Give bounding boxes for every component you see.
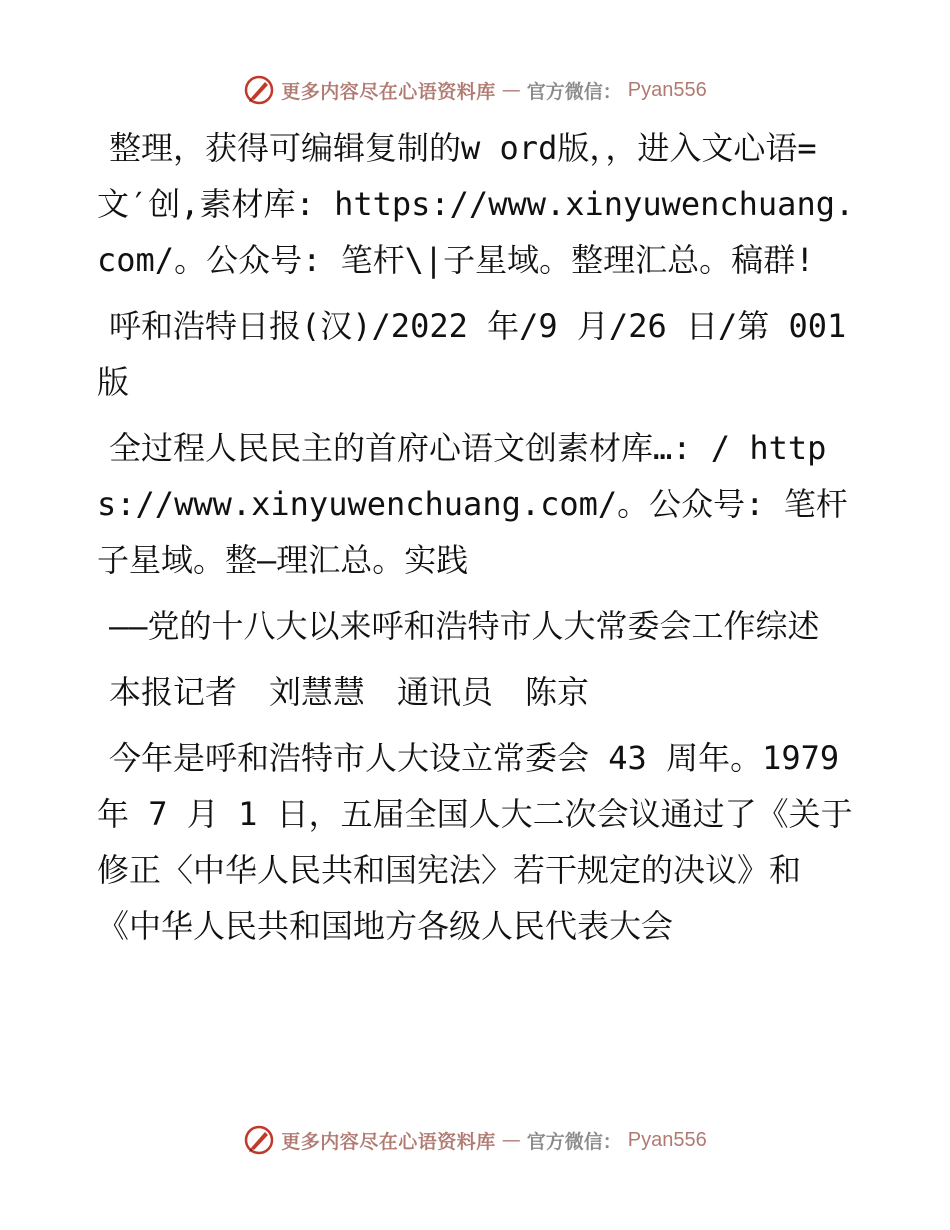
banner-wechat-label: 官方微信： xyxy=(526,1130,622,1153)
paragraph-source-note: 整理，获得可编辑复制的w ord版，，进入文心语=文′创,素材库: https://www.xinyuwenchuang.com/。公众号: 笔杆\|子星域。整理汇总。稿群! xyxy=(97,129,855,279)
quill-pen-logo-icon xyxy=(243,74,275,106)
banner-wechat-id: Pyan556 xyxy=(627,78,707,101)
quill-pen-logo-icon xyxy=(243,1124,275,1156)
paragraph-byline: 本报记者 刘慧慧 通讯员 陈京 xyxy=(109,673,590,711)
paragraph-subtitle: ——党的十八大以来呼和浩特市人大常委会工作综述 xyxy=(109,607,820,645)
footer-banner xyxy=(0,1120,950,1160)
banner-site-text: 更多内容尽在心语资料库 xyxy=(281,80,496,103)
banner-wechat-label: 官方微信： xyxy=(526,80,622,103)
banner-separator: — xyxy=(501,1129,521,1151)
paragraph-body: 今年是呼和浩特市人大设立常委会 43 周年。1979 年 7 月 1 日，五届全国人大二次会议通过了《关于修正〈中华人民共和国宪法〉若干规定的决议》和《中华人民共和国地方各级人民代表大会 xyxy=(97,739,853,945)
paragraph-article-title: 全过程人民民主的首府心语文创素材库…: / https://www.xinyuwenchuang.com/。公众号: 笔杆子星域。整—理汇总。实践 xyxy=(97,429,848,579)
document-body xyxy=(97,120,857,964)
header-banner xyxy=(0,70,950,110)
banner-site-text: 更多内容尽在心语资料库 xyxy=(281,1130,496,1153)
banner-wechat-id: Pyan556 xyxy=(627,1128,707,1151)
paragraph-publication-info: 呼和浩特日报(汉)/2022 年/9 月/26 日/第 001 版 xyxy=(97,307,847,401)
banner-separator: — xyxy=(501,79,521,101)
